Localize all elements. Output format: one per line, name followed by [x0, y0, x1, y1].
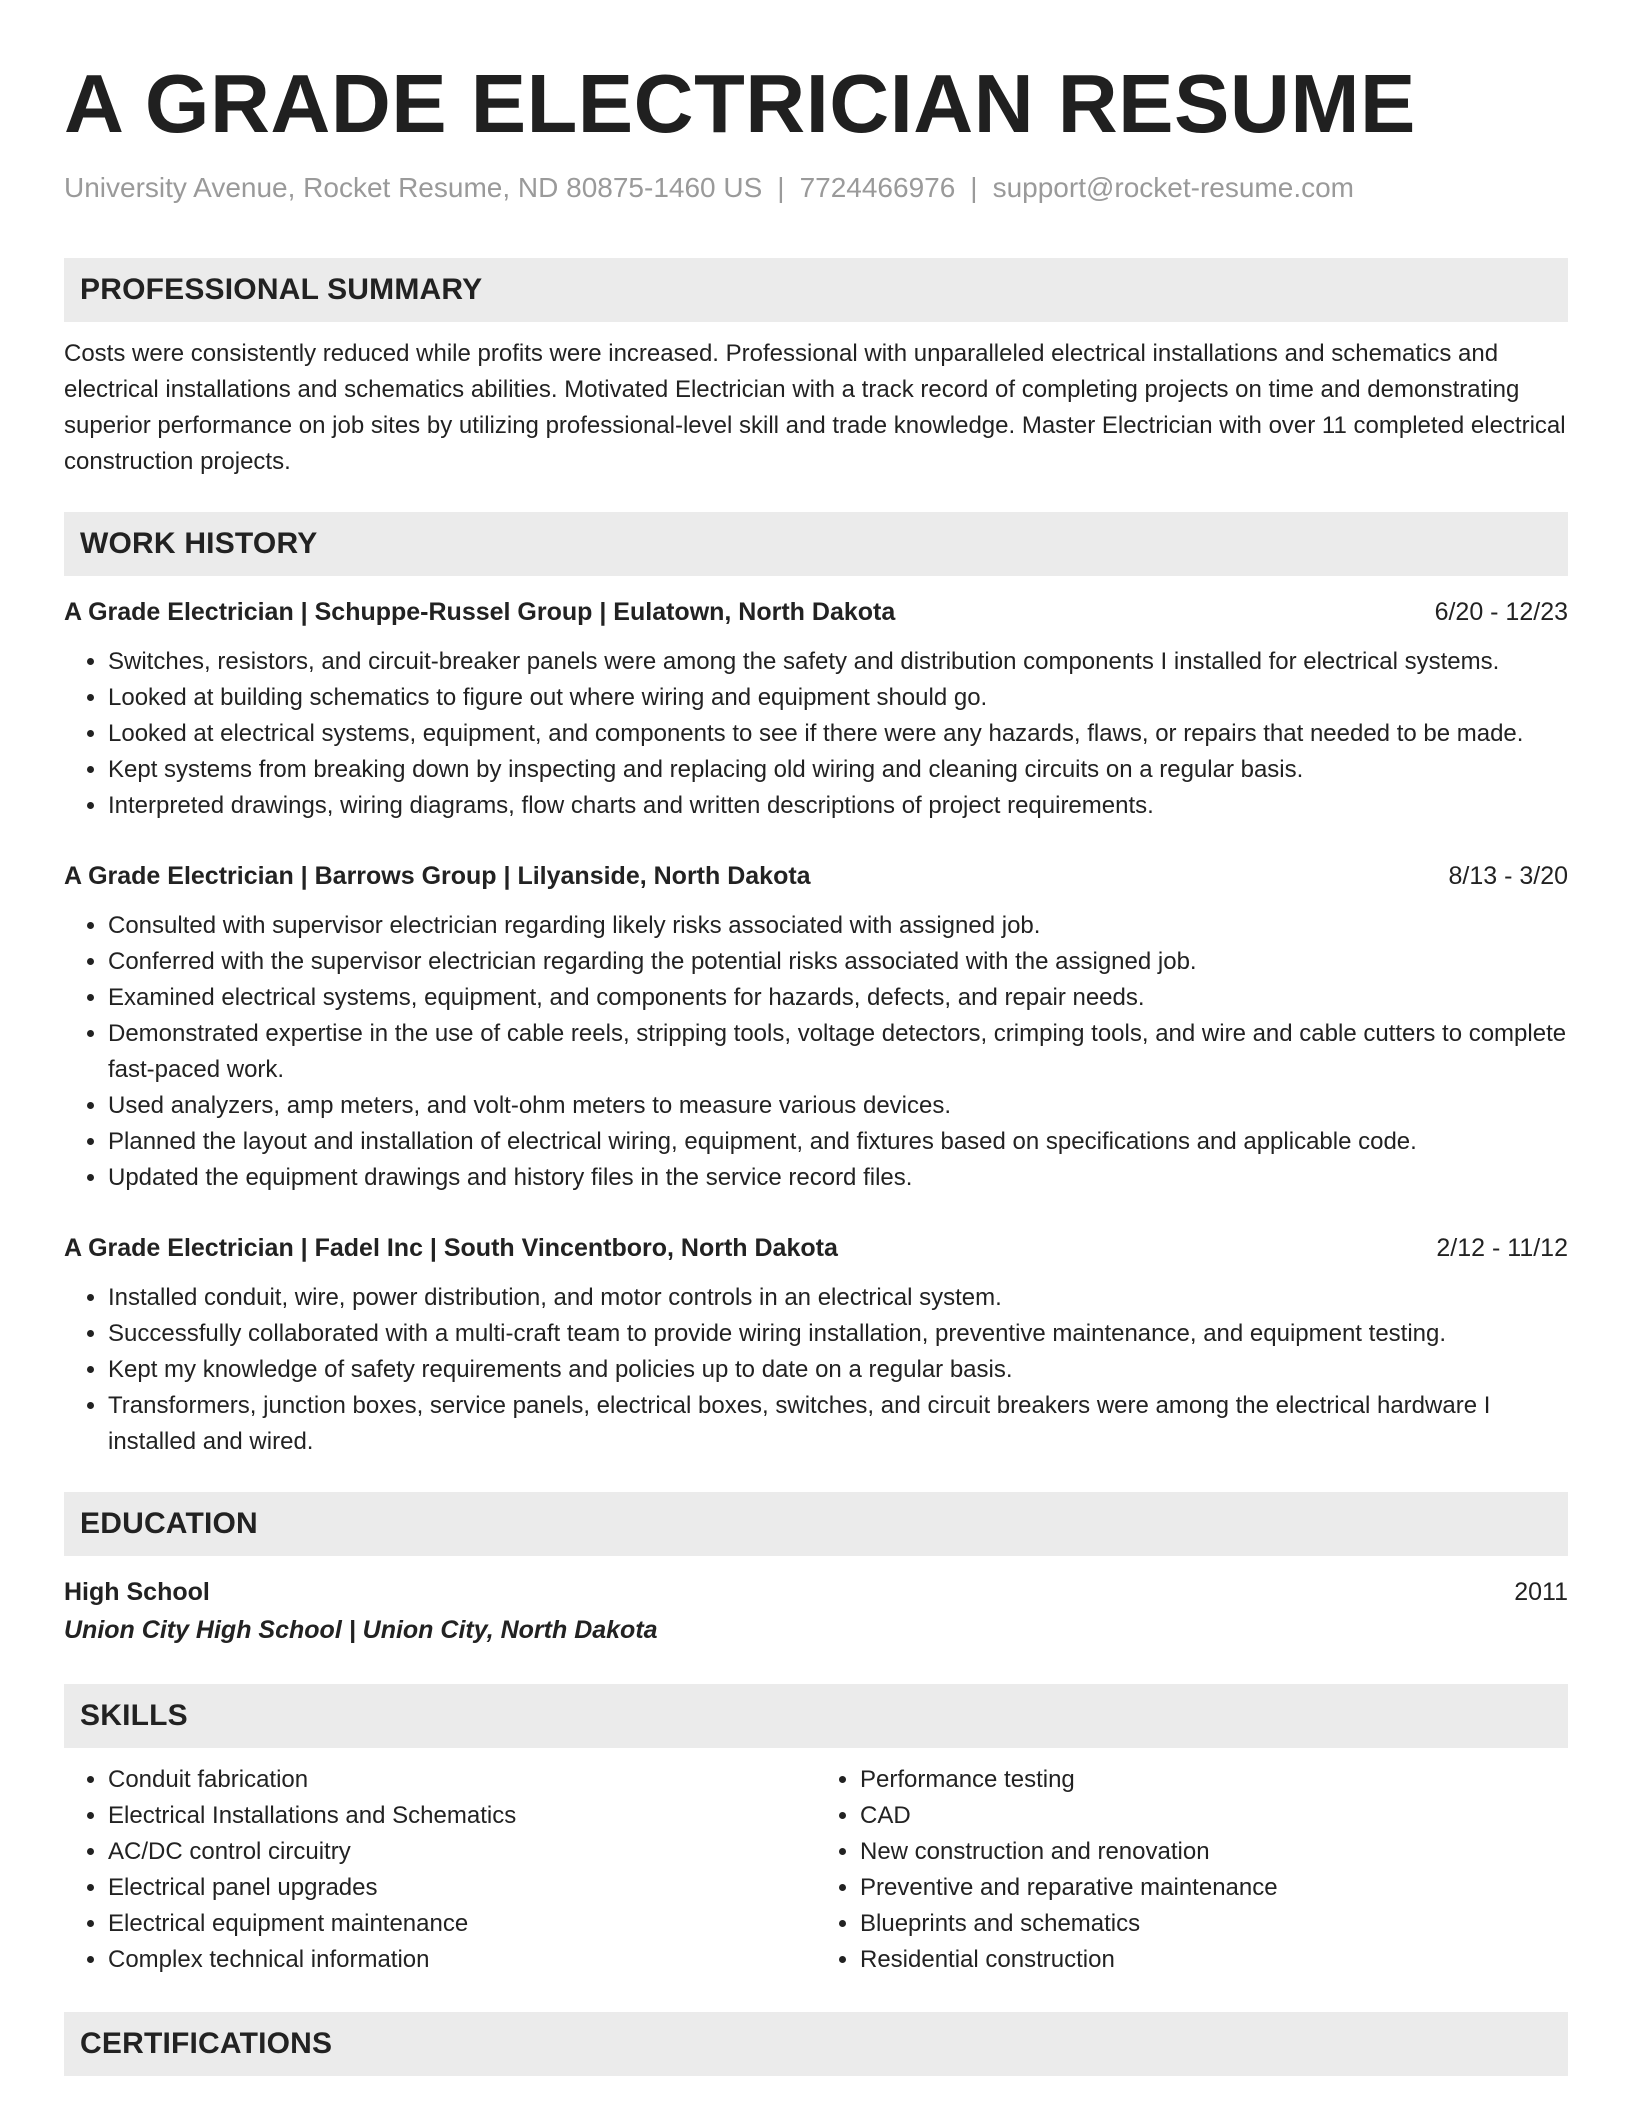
- job-bullet: • Installed conduit, wire, power distribution, and motor controls in an electrical system.: [108, 1280, 1568, 1316]
- job-heading: A Grade Electrician | Schuppe-Russel Group | Eulatown, North Dakota: [64, 598, 896, 626]
- job-entry: [64, 1230, 1568, 1460]
- job-dates: 6/20 - 12/23: [1434, 598, 1568, 626]
- job-dates: 8/13 - 3/20: [1448, 862, 1568, 890]
- contact-phone: 7724466976: [799, 172, 956, 203]
- skill-item: • AC/DC control circuitry: [108, 1834, 816, 1870]
- job-bullet: • Looked at building schematics to figure out where wiring and equipment should go.: [108, 680, 1568, 716]
- resume-title: A GRADE ELECTRICIAN RESUME: [64, 57, 1416, 150]
- job-heading: A Grade Electrician | Fadel Inc | South Vincentboro, North Dakota: [64, 1234, 838, 1262]
- skills-grid: [64, 1762, 1568, 1978]
- section-header-summary: PROFESSIONAL SUMMARY: [64, 258, 1568, 322]
- job-bullet: • Conferred with the supervisor electrician regarding the potential risks associated with the assigned job.: [108, 944, 1568, 980]
- section-header-skills: SKILLS: [64, 1684, 1568, 1748]
- skill-item: • Electrical Installations and Schematics: [108, 1798, 816, 1834]
- skill-item: • Electrical panel upgrades: [108, 1870, 816, 1906]
- job-bullet: • Looked at electrical systems, equipment, and components to see if there were any hazards, flaws, or repairs that needed to be made.: [108, 716, 1568, 752]
- education-entry: [64, 1574, 1568, 1650]
- skill-item: • Preventive and reparative maintenance: [860, 1870, 1568, 1906]
- job-bullet: • Successfully collaborated with a multi-craft team to provide wiring installation, preventive maintenance, and equipment testing.: [108, 1316, 1568, 1352]
- skill-item: • Performance testing: [860, 1762, 1568, 1798]
- job-entry: [64, 858, 1568, 1196]
- job-bullet: • Demonstrated expertise in the use of cable reels, stripping tools, voltage detectors, crimping tools, and wire and cable cutters to complete fast-paced work.: [108, 1016, 1568, 1088]
- contact-email[interactable]: support@rocket-resume.com: [992, 172, 1355, 203]
- skill-item: • Conduit fabrication: [108, 1762, 816, 1798]
- skill-item: • New construction and renovation: [860, 1834, 1568, 1870]
- contact-separator: |: [970, 172, 978, 203]
- skill-item: • Electrical equipment maintenance: [108, 1906, 816, 1942]
- job-bullet: • Updated the equipment drawings and history files in the service record files.: [108, 1160, 1568, 1196]
- skill-item: • Complex technical information: [108, 1942, 816, 1978]
- job-bullets: [64, 908, 1568, 1196]
- education-degree: High School: [64, 1578, 210, 1606]
- job-bullets: [64, 1280, 1568, 1460]
- skill-item: • CAD: [860, 1798, 1568, 1834]
- job-bullet: • Used analyzers, amp meters, and volt-ohm meters to measure various devices.: [108, 1088, 1568, 1124]
- job-heading: A Grade Electrician | Barrows Group | Lilyanside, North Dakota: [64, 862, 811, 890]
- job-bullet: • Transformers, junction boxes, service panels, electrical boxes, switches, and circuit breakers were among the electrical hardware I installed and wired.: [108, 1388, 1568, 1460]
- section-header-education: EDUCATION: [64, 1492, 1568, 1556]
- job-bullet: • Planned the layout and installation of electrical wiring, equipment, and fixtures based on specifications and applicable code.: [108, 1124, 1568, 1160]
- job-entry: [64, 594, 1568, 824]
- contact-address: University Avenue, Rocket Resume, ND 80875-1460 US: [64, 172, 763, 203]
- resume-page: [64, 56, 1568, 2076]
- section-header-certifications: CERTIFICATIONS: [64, 2012, 1568, 2076]
- contact-line: [64, 170, 1568, 206]
- skill-item: • Blueprints and schematics: [860, 1906, 1568, 1942]
- skills-column-left: [64, 1762, 816, 1978]
- job-bullet: • Examined electrical systems, equipment, and components for hazards, defects, and repair needs.: [108, 980, 1568, 1016]
- job-bullet: • Consulted with supervisor electrician regarding likely risks associated with assigned job.: [108, 908, 1568, 944]
- job-dates: 2/12 - 11/12: [1436, 1234, 1568, 1262]
- education-school: Union City High School | Union City, North Dakota: [64, 1616, 658, 1644]
- job-bullets: [64, 644, 1568, 824]
- contact-separator: |: [777, 172, 785, 203]
- job-bullet: • Switches, resistors, and circuit-breaker panels were among the safety and distribution components I installed for electrical systems.: [108, 644, 1568, 680]
- job-bullet: • Kept my knowledge of safety requirements and policies up to date on a regular basis.: [108, 1352, 1568, 1388]
- job-bullet: • Kept systems from breaking down by inspecting and replacing old wiring and cleaning circuits on a regular basis.: [108, 752, 1568, 788]
- section-header-work-history: WORK HISTORY: [64, 512, 1568, 576]
- summary-text: Costs were consistently reduced while profits were increased. Professional with unparalleled electrical installations and schematics and electrical installations and schematics abilities. Motivated Electrician with a track record of completing projects on time and demonstrating superior performance on job sites by utilizing professional-level skill and trade knowledge. Master Electrician with over 11 completed electrical construction projects.: [64, 340, 1566, 475]
- skill-item: • Residential construction: [860, 1942, 1568, 1978]
- education-year: 2011: [1514, 1578, 1568, 1606]
- skills-column-right: [816, 1762, 1568, 1978]
- job-bullet: • Interpreted drawings, wiring diagrams, flow charts and written descriptions of project requirements.: [108, 788, 1568, 824]
